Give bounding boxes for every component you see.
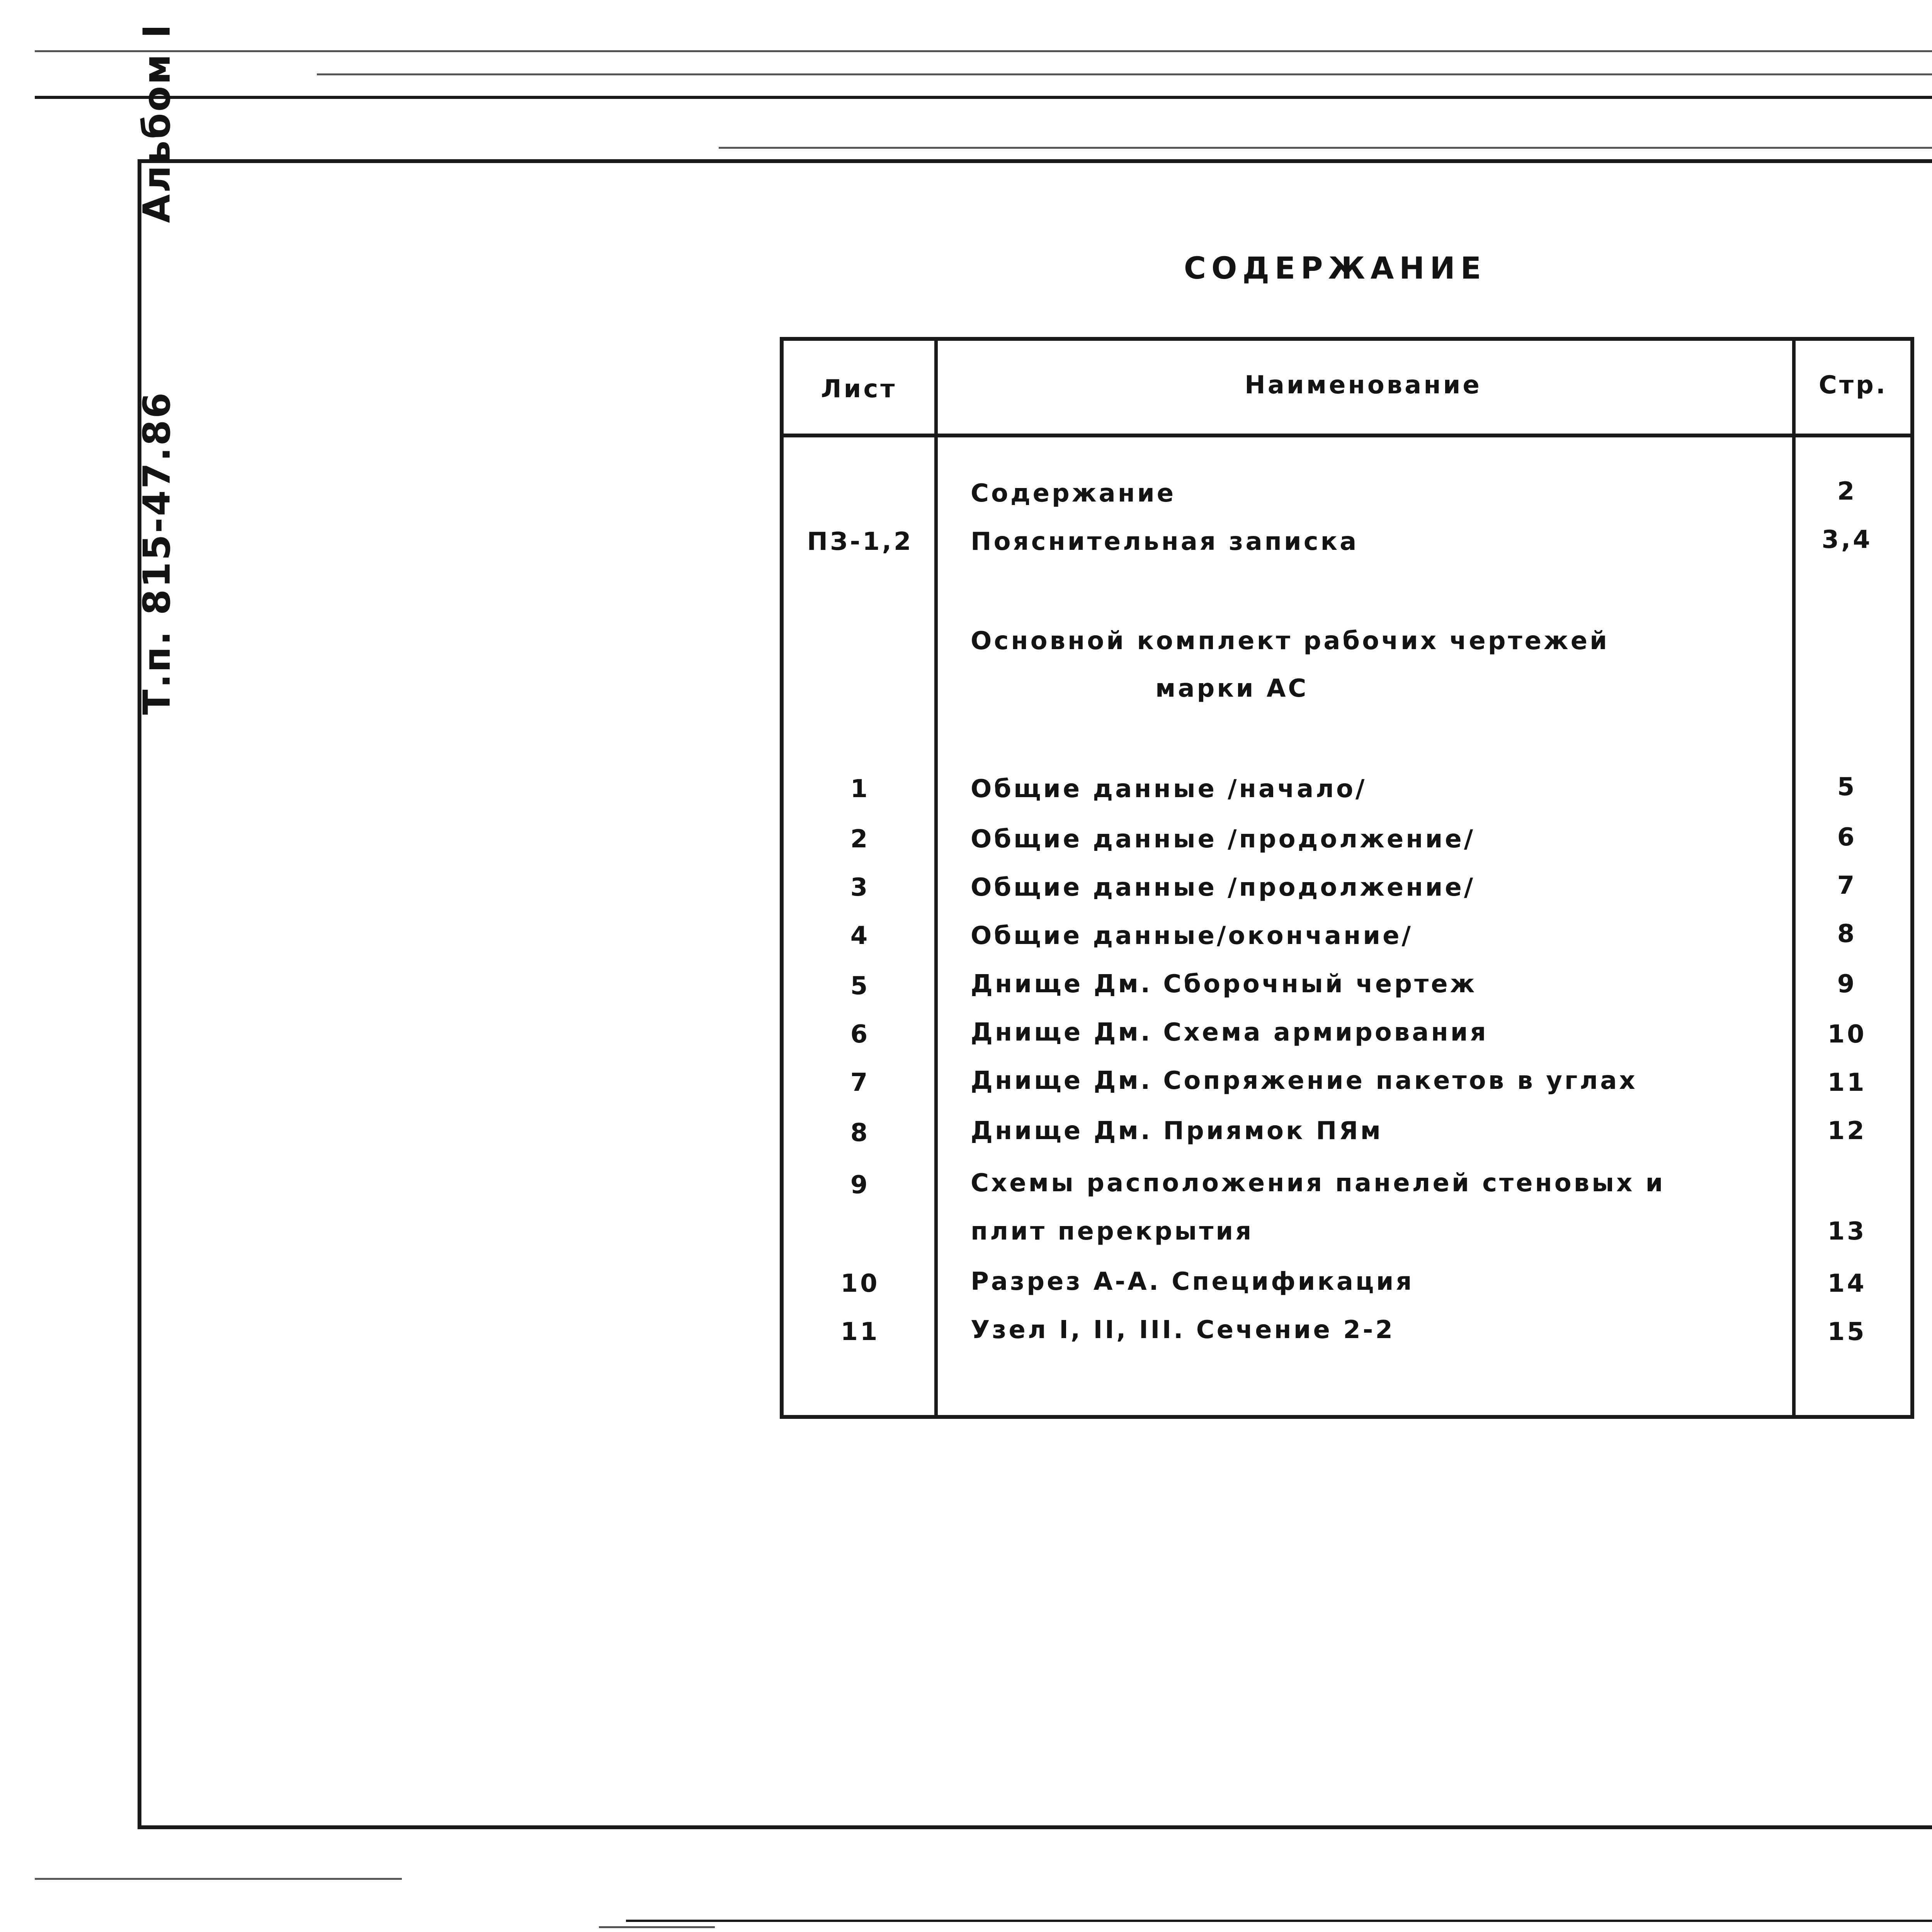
- row-sheet: 4: [850, 922, 870, 950]
- designation: Т.п. 815-47.86: [135, 391, 179, 715]
- scan-line: [317, 73, 1932, 75]
- row-name: Схемы расположения панелей стеновых и: [971, 1169, 1665, 1197]
- row-page: 14: [1827, 1269, 1867, 1298]
- page-title: СОДЕРЖАНИЕ: [1184, 251, 1487, 286]
- scan-line: [35, 50, 1932, 52]
- row-page: 10: [1827, 1020, 1867, 1049]
- row-sheet: 8: [850, 1119, 870, 1147]
- header-name: Наименование: [1245, 371, 1482, 400]
- row-name: Общие данные /начало/: [971, 775, 1367, 803]
- frame-top-edge: [35, 96, 1932, 99]
- row-page: 6: [1837, 823, 1857, 852]
- row-name: Днище Дм. Сопряжение пакетов в углах: [971, 1066, 1638, 1095]
- row-page: 5: [1837, 773, 1857, 801]
- row-sheet: 5: [850, 972, 870, 1000]
- row-sheet: ПЗ-1,2: [807, 527, 913, 556]
- row-page: 12: [1827, 1117, 1867, 1145]
- header-page: Стр.: [1818, 371, 1888, 400]
- header-divider: [784, 434, 1910, 437]
- row-sheet: 11: [840, 1318, 880, 1346]
- side-stamp: [135, 0, 179, 715]
- row-sheet: 3: [850, 873, 870, 902]
- row-name: Разрез А-А. Спецификация: [971, 1267, 1414, 1296]
- row-page: 2: [1837, 477, 1857, 506]
- row-sheet: 1: [850, 775, 870, 803]
- row-page: 15: [1827, 1318, 1867, 1346]
- row-name: плит перекрытия: [971, 1217, 1254, 1246]
- row-page: 11: [1827, 1068, 1867, 1097]
- row-name: Общие данные /продолжение/: [971, 873, 1476, 902]
- row-name: Общие данные /продолжение/: [971, 825, 1476, 854]
- row-name: Основной комплект рабочих чертежей: [971, 627, 1609, 655]
- header-sheet: Лист: [821, 375, 897, 403]
- frame-bottom-edge: [626, 1920, 1932, 1922]
- row-page: 9: [1837, 970, 1857, 998]
- row-name: Днище Дм. Схема армирования: [971, 1018, 1488, 1047]
- row-page: 3,4: [1821, 526, 1872, 554]
- row-sheet: 9: [850, 1171, 870, 1199]
- row-sheet: 6: [850, 1020, 870, 1049]
- row-name: Пояснительная записка: [971, 527, 1359, 556]
- scan-line: [599, 1926, 715, 1928]
- row-page: 13: [1827, 1217, 1867, 1246]
- row-name: Днище Дм. Приямок ПЯм: [971, 1117, 1383, 1145]
- scan-line: [35, 1878, 402, 1880]
- row-name: Общие данные/окончание/: [971, 922, 1413, 950]
- row-name: Днище Дм. Сборочный чертеж: [971, 970, 1477, 998]
- row-page: 7: [1837, 871, 1857, 900]
- row-sheet: 7: [850, 1068, 870, 1097]
- row-sheet: 10: [840, 1269, 880, 1298]
- row-name: Узел I, II, III. Сечение 2-2: [971, 1316, 1395, 1344]
- column-divider: [934, 341, 938, 1415]
- row-name: Содержание: [971, 479, 1176, 508]
- scan-line: [719, 147, 1932, 149]
- row-name: марки АС: [1155, 674, 1309, 703]
- album-label: Альбом I: [135, 23, 179, 223]
- row-sheet: 2: [850, 825, 870, 854]
- row-page: 8: [1837, 920, 1857, 948]
